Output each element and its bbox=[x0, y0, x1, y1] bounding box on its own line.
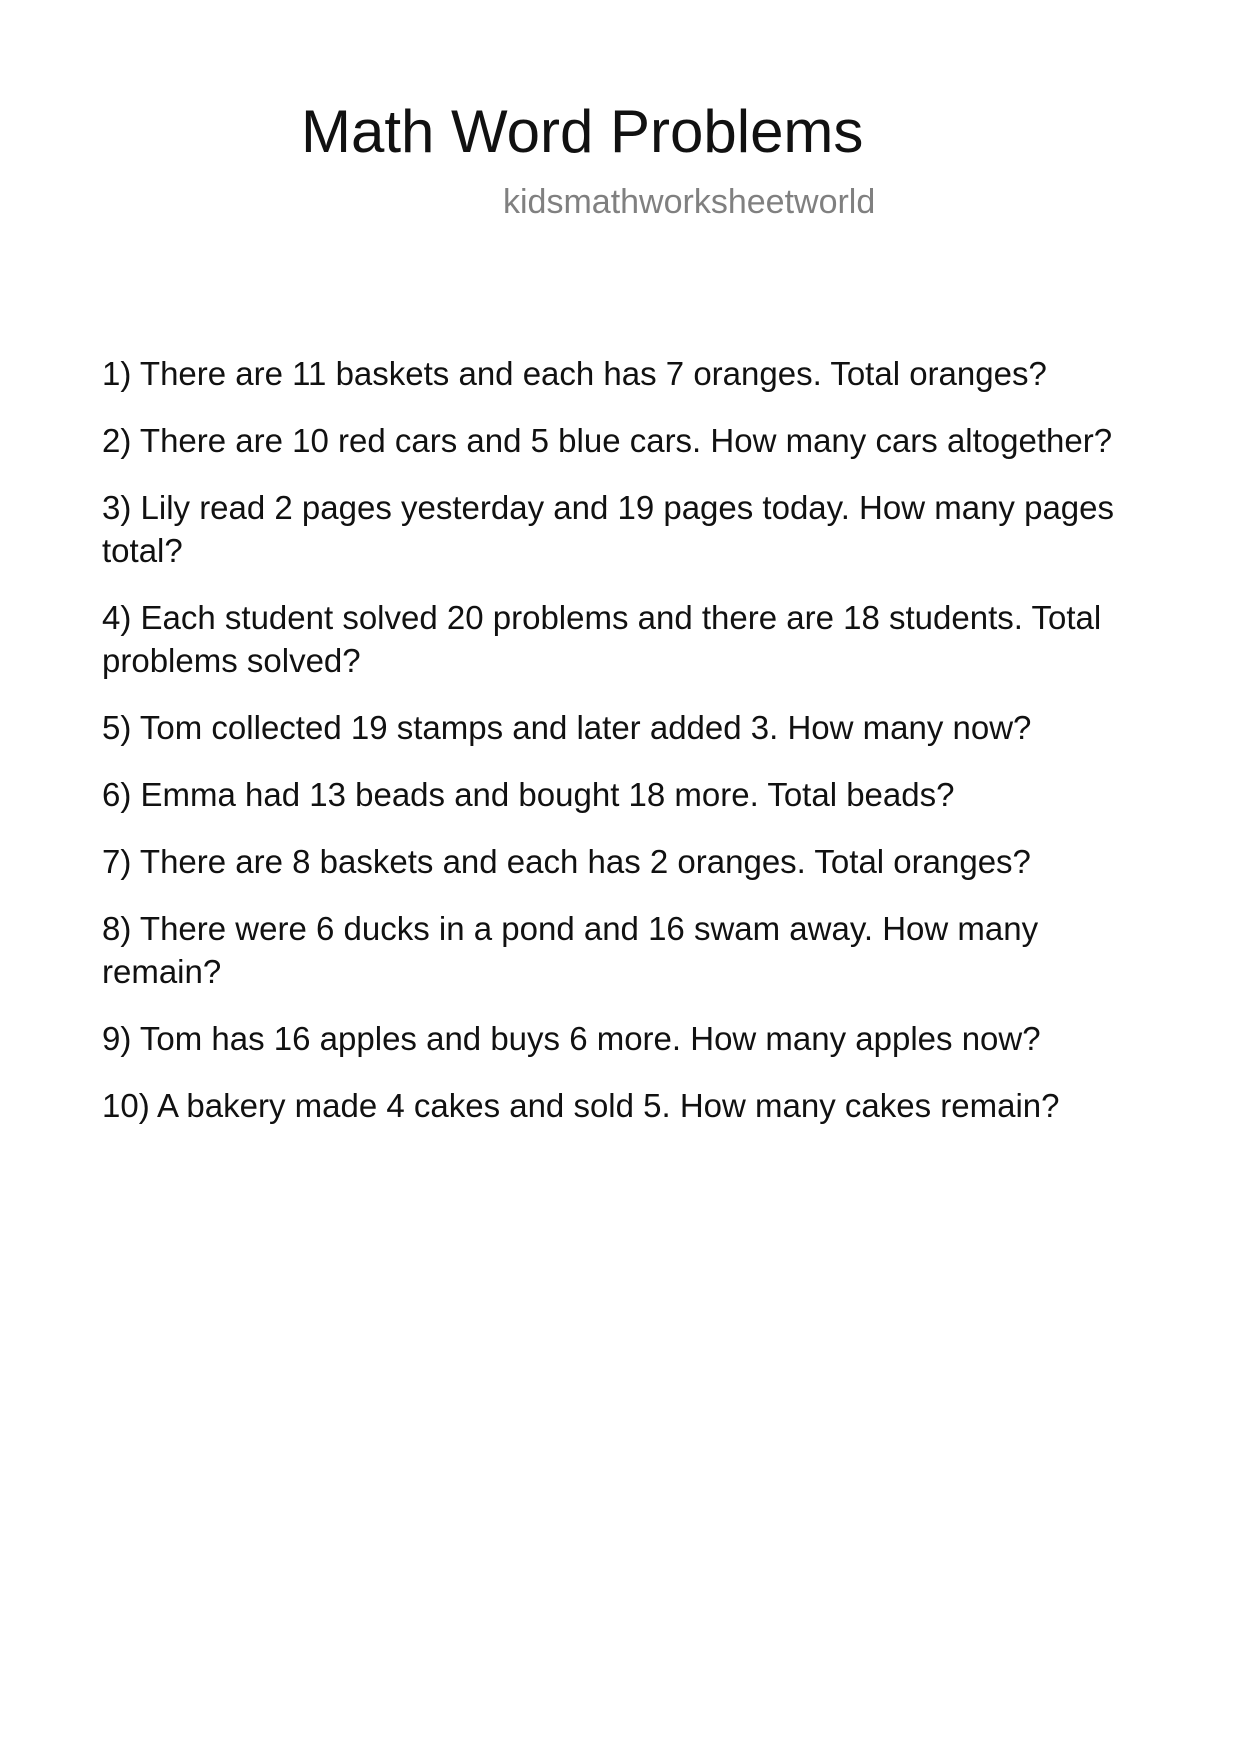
problem-list bbox=[102, 352, 1152, 1151]
problem-7: 7) There are 8 baskets and each has 2 oranges. Total oranges? bbox=[102, 843, 1031, 880]
problem-4: 4) Each student solved 20 problems and there are 18 students. Total problems solved? bbox=[102, 599, 1102, 679]
problem-6: 6) Emma had 13 beads and bought 18 more. Total beads? bbox=[102, 776, 955, 813]
problem-9: 9) Tom has 16 apples and buys 6 more. How many apples now? bbox=[102, 1020, 1041, 1057]
problem-8: 8) There were 6 ducks in a pond and 16 swam away. How many remain? bbox=[102, 910, 1039, 990]
problem-1: 1) There are 11 baskets and each has 7 oranges. Total oranges? bbox=[102, 355, 1047, 392]
problem-5: 5) Tom collected 19 stamps and later added 3. How many now? bbox=[102, 709, 1032, 746]
problem-10: 10) A bakery made 4 cakes and sold 5. How many cakes remain? bbox=[102, 1087, 1060, 1124]
problem-2: 2) There are 10 red cars and 5 blue cars. How many cars altogether? bbox=[102, 422, 1113, 459]
problem-3: 3) Lily read 2 pages yesterday and 19 pages today. How many pages total? bbox=[102, 489, 1115, 569]
worksheet-subtitle: kidsmathworksheetworld bbox=[503, 183, 876, 221]
worksheet-title: Math Word Problems bbox=[301, 98, 864, 165]
